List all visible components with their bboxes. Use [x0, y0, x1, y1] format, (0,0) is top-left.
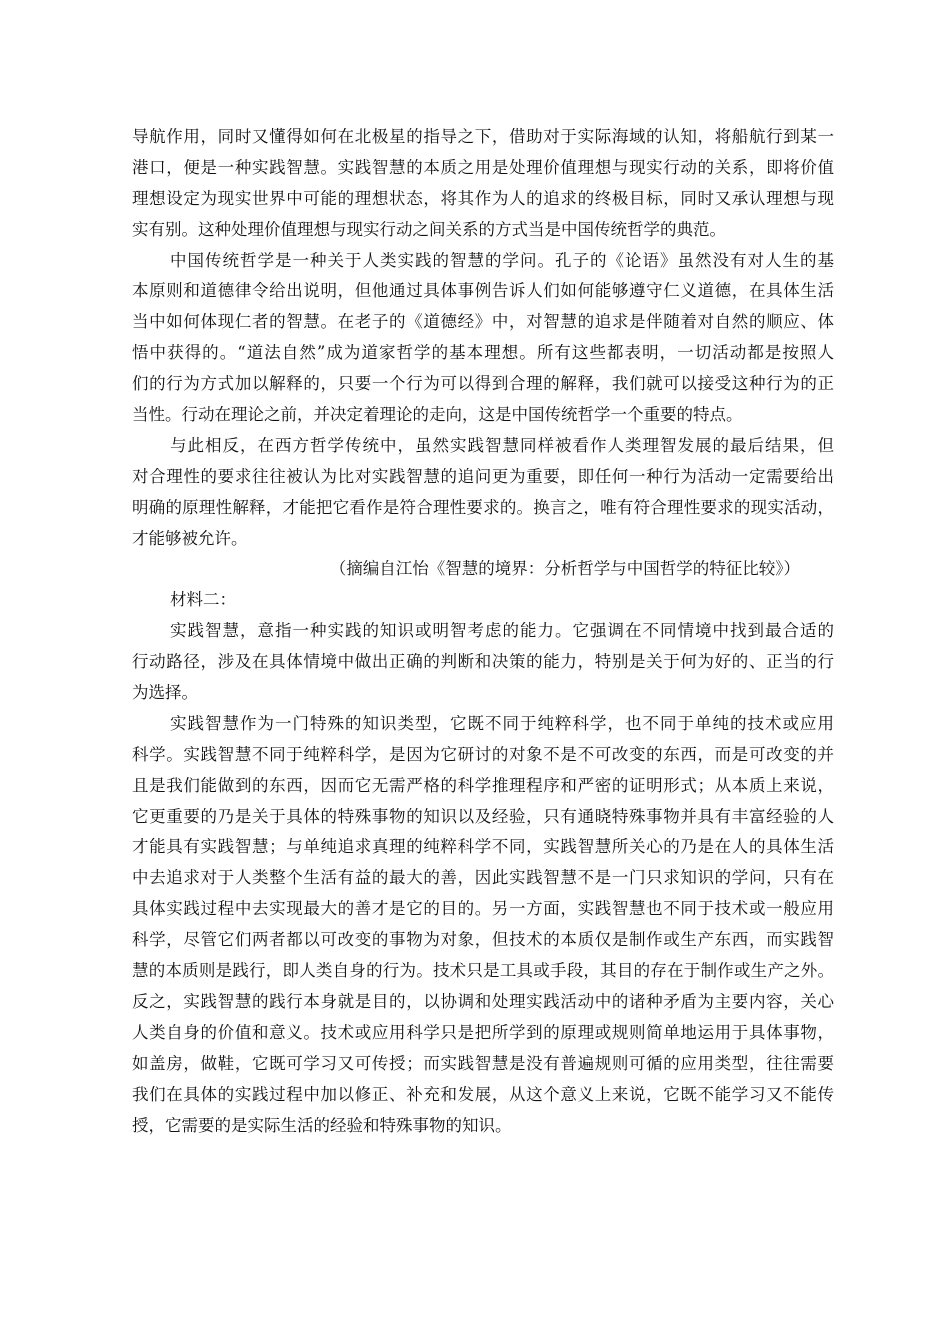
text-line: 理想设定为现实世界中可能的理想状态，将其作为人的追求的终极目标，同时又承认理想与现: [132, 188, 834, 208]
text-line: 为选择。: [132, 683, 198, 703]
text-line: 明确的原理性解释，才能把它看作是符合理性要求的。换言之，唯有符合理性要求的现实活动，: [132, 497, 834, 517]
text-line: 行动路径，涉及在具体情境中做出正确的判断和决策的能力，特别是关于何为好的、正当的行: [132, 652, 834, 672]
text-line: 港口，便是一种实践智慧。实践智慧的本质之用是处理价值理想与现实行动的关系，即将价值: [132, 157, 834, 177]
text-line: 才能具有实践智慧；与单纯追求真理的纯粹科学不同，实践智慧所关心的乃是在人的具体生活: [132, 837, 834, 857]
text-line: 如盖房，做鞋，它既可学习又可传授；而实践智慧是没有普遍规则可循的应用类型，往往需要: [132, 1053, 834, 1073]
text-line: 导航作用，同时又懂得如何在北极星的指导之下，借助对于实际海域的认知，将船航行到某一: [132, 127, 834, 146]
section-heading: 材料二：: [170, 590, 236, 610]
text-line: 科学，尽管它们两者都以可改变的事物为对象，但技术的本质仅是制作或生产东西，而实践智: [132, 930, 834, 950]
text-line: 本原则和道德律令给出说明，但他通过具体事例告诉人们如何能够遵守仁义道德，在具体生活: [132, 281, 834, 301]
text-line: 授，它需要的是实际生活的经验和特殊事物的知识。: [132, 1115, 512, 1135]
text-line: 我们在具体的实践过程中加以修正、补充和发展，从这个意义上来说，它既不能学习又不能传: [132, 1084, 834, 1104]
text-line: 当性。行动在理论之前，并决定着理论的走向，这是中国传统哲学一个重要的特点。: [132, 405, 743, 425]
document-page: [132, 122, 834, 1141]
text-line: 实有别。这种处理价值理想与现实行动之间关系的方式当是中国传统哲学的典范。: [132, 219, 726, 239]
text-line: 具体实践过程中去实现最大的善才是它的目的。另一方面，实践智慧也不同于技术或一般应用: [132, 899, 834, 919]
paragraph-first-line: 与此相反，在西方哲学传统中，虽然实践智慧同样被看作人类理智发展的最后结果，但: [170, 435, 834, 455]
text-line: 人类自身的价值和意义。技术或应用科学只是把所学到的原理或规则简单地运用于具体事物，: [132, 1022, 834, 1042]
text-line: 慧的本质则是践行，即人类自身的行为。技术只是工具或手段，其目的存在于制作或生产之外。: [132, 961, 834, 981]
paragraph-first-line: 实践智慧作为一门特殊的知识类型，它既不同于纯粹科学，也不同于单纯的技术或应用: [170, 713, 834, 733]
text-line: 悟中获得的。“道法自然”成为道家哲学的基本理想。所有这些都表明，一切活动都是按照人: [132, 343, 834, 363]
paragraph-first-line: 中国传统哲学是一种关于人类实践的智慧的学问。孔子的《论语》虽然没有对人生的基: [170, 250, 834, 270]
text-line: 它更重要的乃是关于具体的特殊事物的知识以及经验，只有通晓特殊事物并具有丰富经验的人: [132, 806, 834, 826]
source-citation: （摘编自江怡《智慧的境界：分析哲学与中国哲学的特征比较》）: [329, 559, 800, 579]
text-line: 中去追求对于人类整个生活有益的最大的善，因此实践智慧不是一门只求知识的学问，只有在: [132, 868, 834, 888]
text-line: 才能够被允许。: [132, 528, 248, 548]
text-line: 们的行为方式加以解释的，只要一个行为可以得到合理的解释，我们就可以接受这种行为的正: [132, 374, 834, 394]
text-line: 反之，实践智慧的践行本身就是目的，以协调和处理实践活动中的诸种矛盾为主要内容，关心: [132, 991, 834, 1011]
text-line: 科学。实践智慧不同于纯粹科学，是因为它研讨的对象不是不可改变的东西，而是可改变的并: [132, 744, 834, 764]
text-line: 对合理性的要求往往被认为比对实践智慧的追问更为重要，即任何一种行为活动一定需要给出: [132, 466, 834, 486]
paragraph-first-line: 实践智慧，意指一种实践的知识或明智考虑的能力。它强调在不同情境中找到最合适的: [170, 621, 834, 641]
text-line: 当中如何体现仁者的智慧。在老子的《道德经》中，对智慧的追求是伴随着对自然的顺应、体: [132, 312, 834, 332]
text-line: 且是我们能做到的东西，因而它无需严格的科学推理程序和严密的证明形式；从本质上来说，: [132, 775, 834, 795]
